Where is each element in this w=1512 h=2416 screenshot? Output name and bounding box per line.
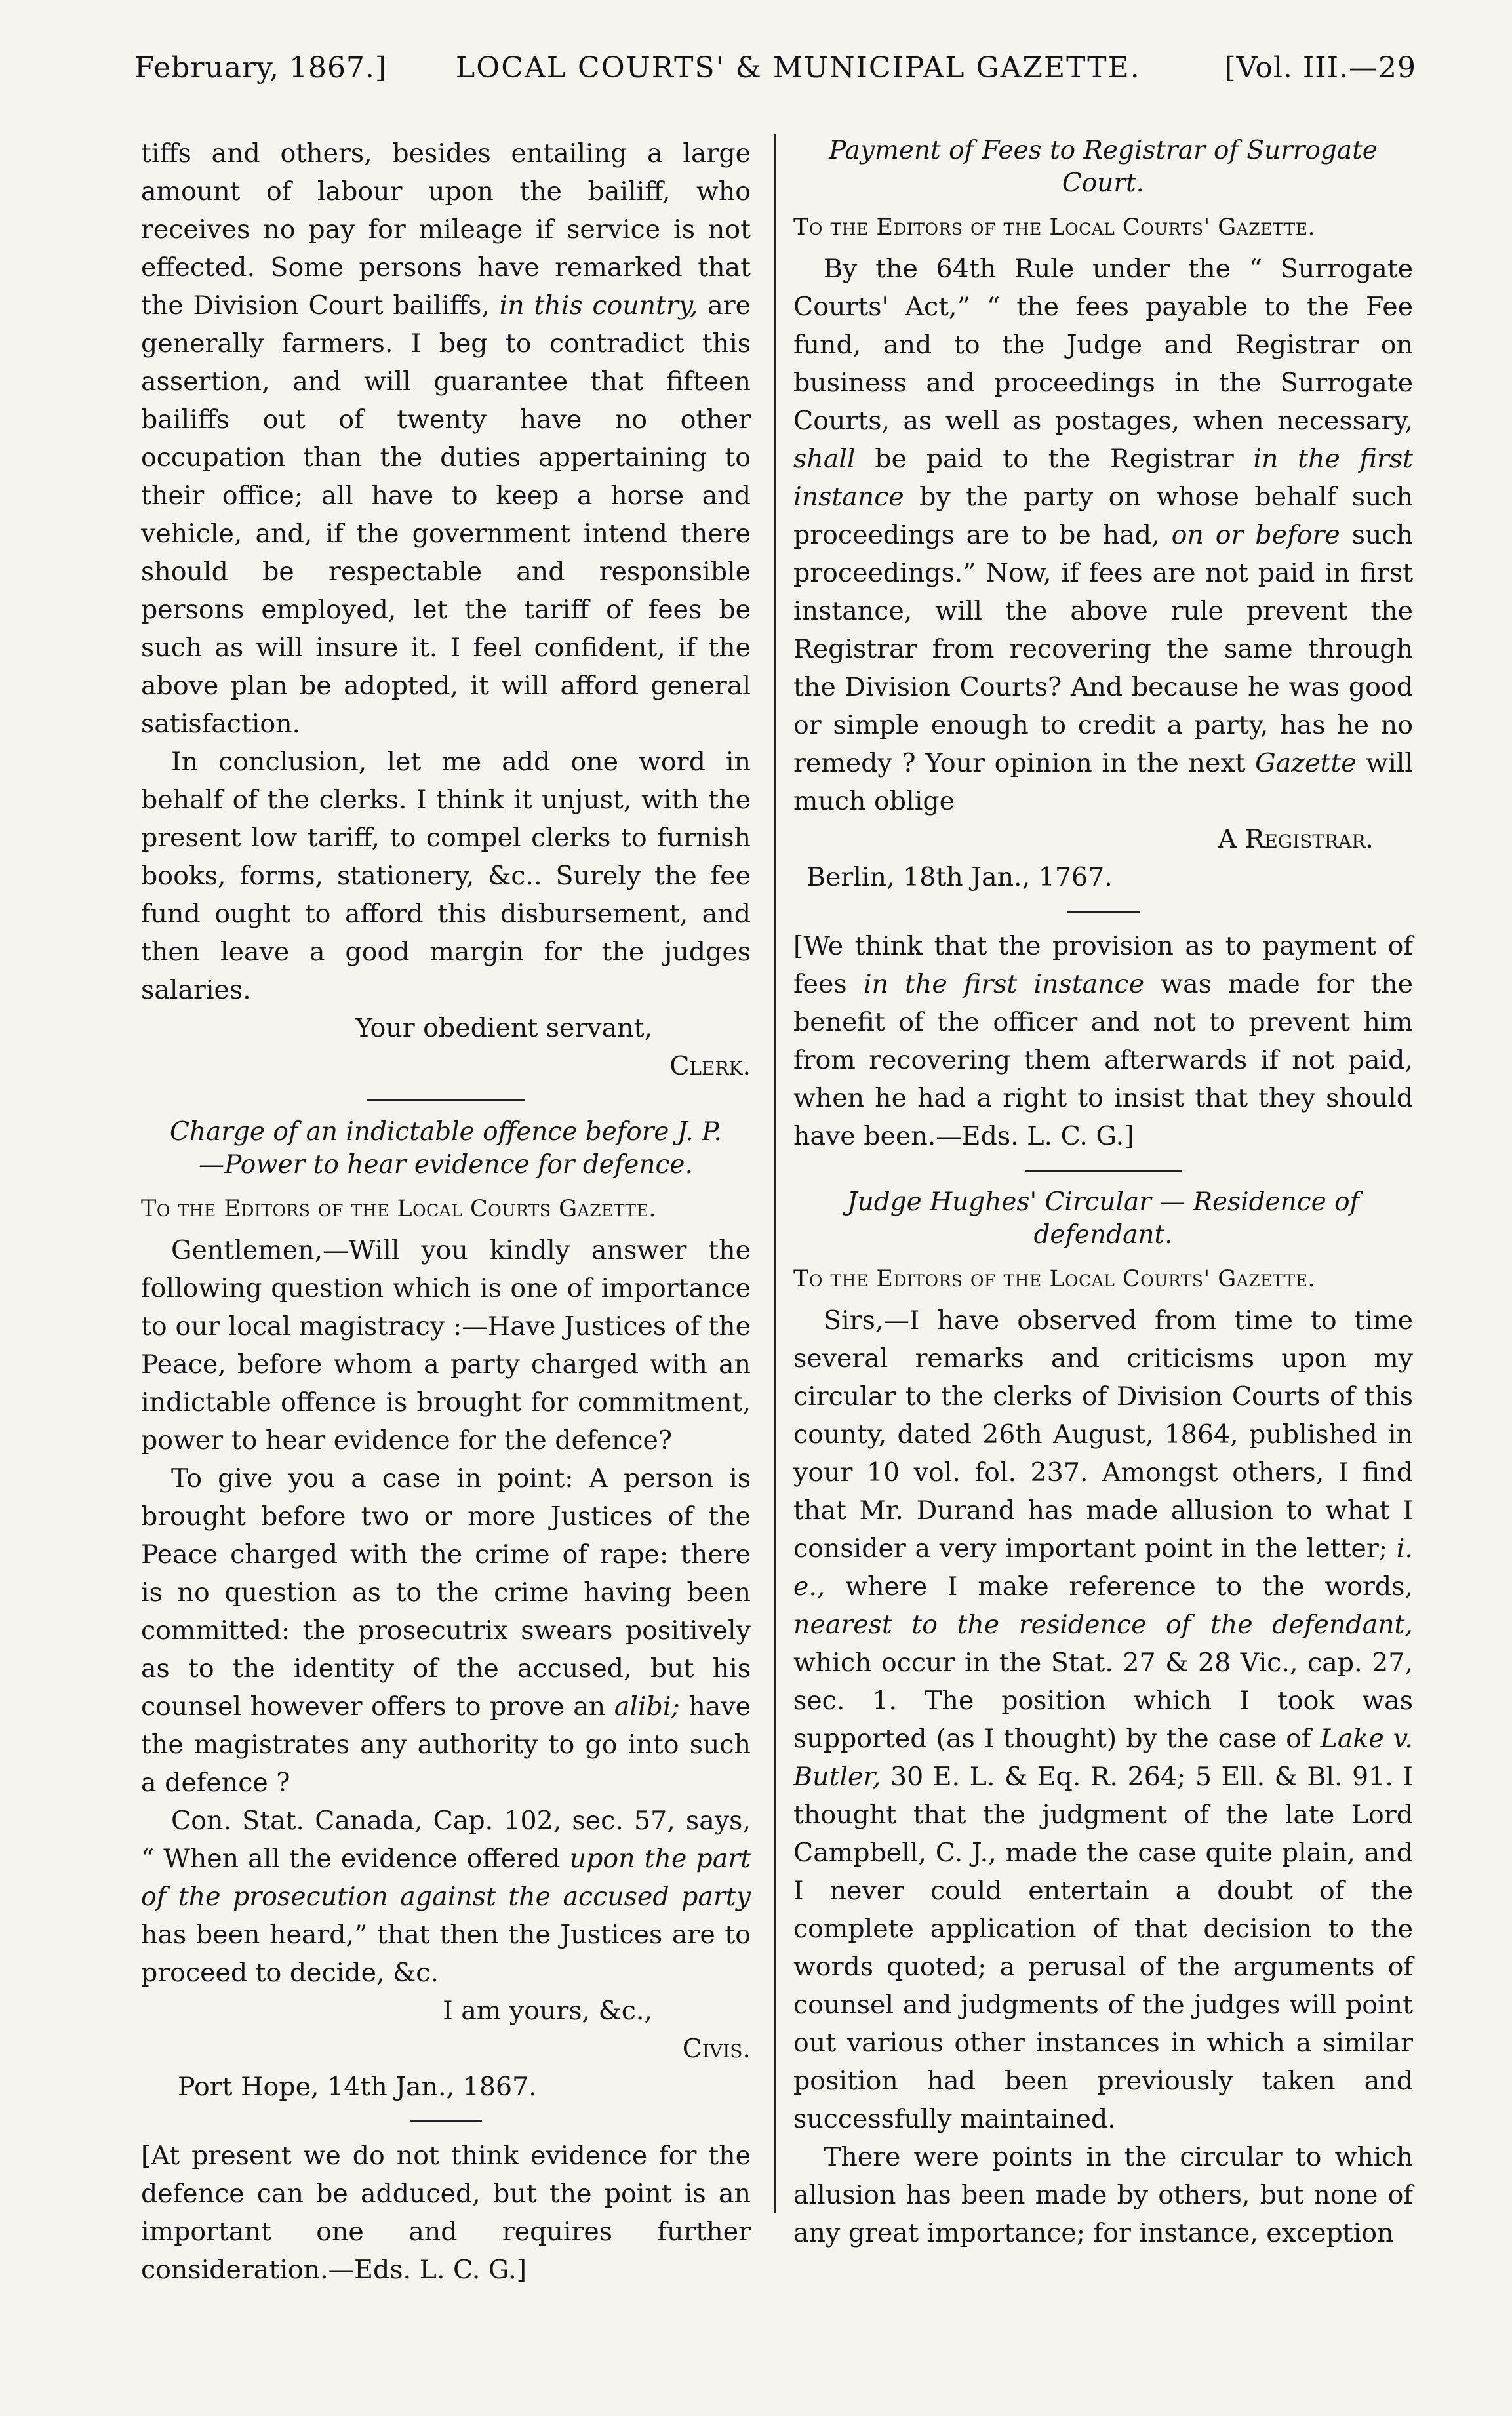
section-divider (410, 2120, 482, 2122)
closing: I am yours, &c., (443, 1996, 652, 2026)
section-divider (1025, 1170, 1182, 1172)
text: was made for the benefit of the officer and not to prevent him from recovering them afterwards if not paid, when he had a right to insist that they should have been.—Eds. L. C. G.] (793, 969, 1413, 1151)
text: which occur in the Stat. 27 & 28 Vic., cap. 27, sec. 1. The position which I took was supported (as I thought) by the case of (793, 1648, 1413, 1754)
signature: A Registrar. (1218, 824, 1374, 854)
paragraph: Gentlemen,—Will you kindly answer the following question which is one of importance to our local magistracy :—Have Justices of the Peace, before whom a party charged with an indictable offence is brought for commitment, power to hear evidence for the defence? (141, 1235, 751, 1456)
column-divider (774, 134, 776, 2213)
text: [We think that the provision as to payment of fees (793, 931, 1413, 999)
italic-text: in the first instance (863, 969, 1145, 999)
paragraph (141, 1459, 751, 1802)
signature: Clerk. (669, 1051, 751, 1081)
text: Con. Stat. Canada, Cap. 102, sec. 57, says, “ When all the evidence offered (141, 1806, 751, 1874)
article-title (141, 1116, 751, 1181)
title-line: Charge of an indictable offence before J. P. (170, 1117, 722, 1147)
italic-text: Lake v. Butler, (793, 1724, 1413, 1792)
signature: Civis. (682, 2034, 751, 2064)
right-column (793, 134, 1413, 2252)
paragraph (141, 1802, 751, 1992)
italic-text: in this country, (499, 290, 698, 321)
dateline: Berlin, 18th Jan., 1767. (806, 862, 1113, 892)
text: by the party on whose behalf such proceedings are to be had, (793, 482, 1413, 550)
section-divider (1067, 911, 1140, 913)
title-line: Payment of Fees to Registrar of Surrogate (829, 136, 1378, 165)
italic-text: on or before (1171, 520, 1340, 550)
paragraph: There were points in the circular to which allusion has been made by others, but none of any great importance; for instance, exception (793, 2142, 1413, 2248)
italic-text: alibi; (614, 1692, 680, 1722)
italic-text: upon the part of the prosecution against the accused party (141, 1844, 751, 1912)
section-divider (367, 1099, 525, 1101)
salutation-line: To the Editors of the Local Courts Gazette. (141, 1196, 656, 1222)
text: be paid to the Registrar (875, 444, 1234, 474)
text: Sirs,—I have observed from time to time several remarks and criticisms upon my circular to the clerks of Division Courts of this county, dated 26th August, 1864, published in your 10 vol. fol. 237. Amongst others, I find that Mr. Durand has made allusion to what I consider a very important point in the letter; (793, 1305, 1413, 1564)
header-volume: [Vol. III.—29 (1224, 51, 1416, 85)
paragraph: In conclusion, let me add one word in behalf of the clerks. I think it unjust, with the present low tariff, to compel clerks to furnish books, forms, stationery, &c.. Surely the fee fund ought to afford this disbursement, and then leave a good margin for the judges salaries. (141, 747, 751, 1005)
paragraph (793, 1301, 1413, 2138)
text: has been heard,” that then the Justices are to proceed to decide, &c. (141, 1920, 751, 1988)
title-line: Court. (1062, 168, 1145, 198)
left-column (141, 134, 751, 2289)
text: will much oblige (793, 748, 1414, 816)
text: 30 E. L. & Eq. R. 264; 5 Ell. & Bl. 91. I thought that the judgment of the late Lord Campbell, C. J., made the case quite plain, and I never could entertain a doubt of the complete application of that decision to the words quoted; a perusal of the arguments of counsel and judgments of the judges will point out various other instances in which a similar position had been previously taken and successfully maintained. (793, 1762, 1413, 2134)
paragraph (141, 134, 751, 743)
header-title: LOCAL COURTS' & MUNICIPAL GAZETTE. (456, 51, 1141, 85)
text: where I make reference to the words, (845, 1572, 1413, 1602)
closing: Your obedient servant, (355, 1013, 652, 1043)
italic-text: nearest to the residence of the defendant, (793, 1610, 1413, 1640)
italic-text: Gazette (1255, 748, 1357, 778)
title-line: defendant. (1033, 1220, 1173, 1250)
salutation-line: To the Editors of the Local Courts' Gazette. (793, 1266, 1316, 1292)
italic-text: i. e., (793, 1534, 1413, 1602)
editor-note (793, 927, 1413, 1155)
text: By the 64th Rule under the “ Surrogate Courts' Act,” “ the fees payable to the Fee fund, and to the Judge and Registrar on business and proceedings in the Surrogate Courts, as well as postages, when necessary, (793, 254, 1413, 436)
salutation-line: To the Editors of the Local Courts' Gazette. (793, 214, 1316, 241)
text: tiffs and others, besides entailing a large amount of labour upon the bailiff, who receives no pay for mileage if service is not effected. Some persons have remarked that the Division Court bailiffs, (141, 138, 751, 321)
text: are generally farmers. I beg to contradict this assertion, and will guarantee that fifteen bailiffs out of twenty have no other occupation than the duties appertaining to their office; all have to keep a horse and vehicle, and, if the government intend there should be respectable and responsible persons employed, let the tariff of fees be such as will insure it. I feel confident, if the above plan be adopted, it will afford general satisfaction. (141, 290, 751, 739)
paragraph (793, 250, 1413, 820)
article-title (793, 1186, 1413, 1252)
page-header (134, 51, 1416, 97)
header-date: February, 1867.] (134, 51, 388, 85)
italic-text: shall (793, 444, 856, 474)
italic-text: in the first instance (793, 444, 1413, 512)
article-title (793, 134, 1413, 200)
text: such proceedings.” Now, if fees are not paid in first instance, will the above rule prevent the Registrar from recovering the same through the Division Courts? And because he was good or simple enough to credit a party, has he no remedy ? Your opinion in the next (793, 520, 1413, 778)
dateline: Port Hope, 14th Jan., 1867. (178, 2072, 537, 2102)
text: have the magistrates any authority to go into such a defence ? (141, 1692, 751, 1798)
editor-note: [At present we do not think evidence for the defence can be adduced, but the point is an important one and requires further consideration.—Eds. L. C. G.] (141, 2141, 751, 2285)
title-line: —Power to hear evidence for defence. (199, 1150, 693, 1179)
title-line: Judge Hughes' Circular — Residence of (847, 1187, 1359, 1217)
text: To give you a case in point: A person is brought before two or more Justices of the Peace charged with the crime of rape: there is no question as to the crime having been committed: the prosecutrix swears positively as to the identity of the accused, but his counsel however offers to prove an (141, 1463, 751, 1722)
